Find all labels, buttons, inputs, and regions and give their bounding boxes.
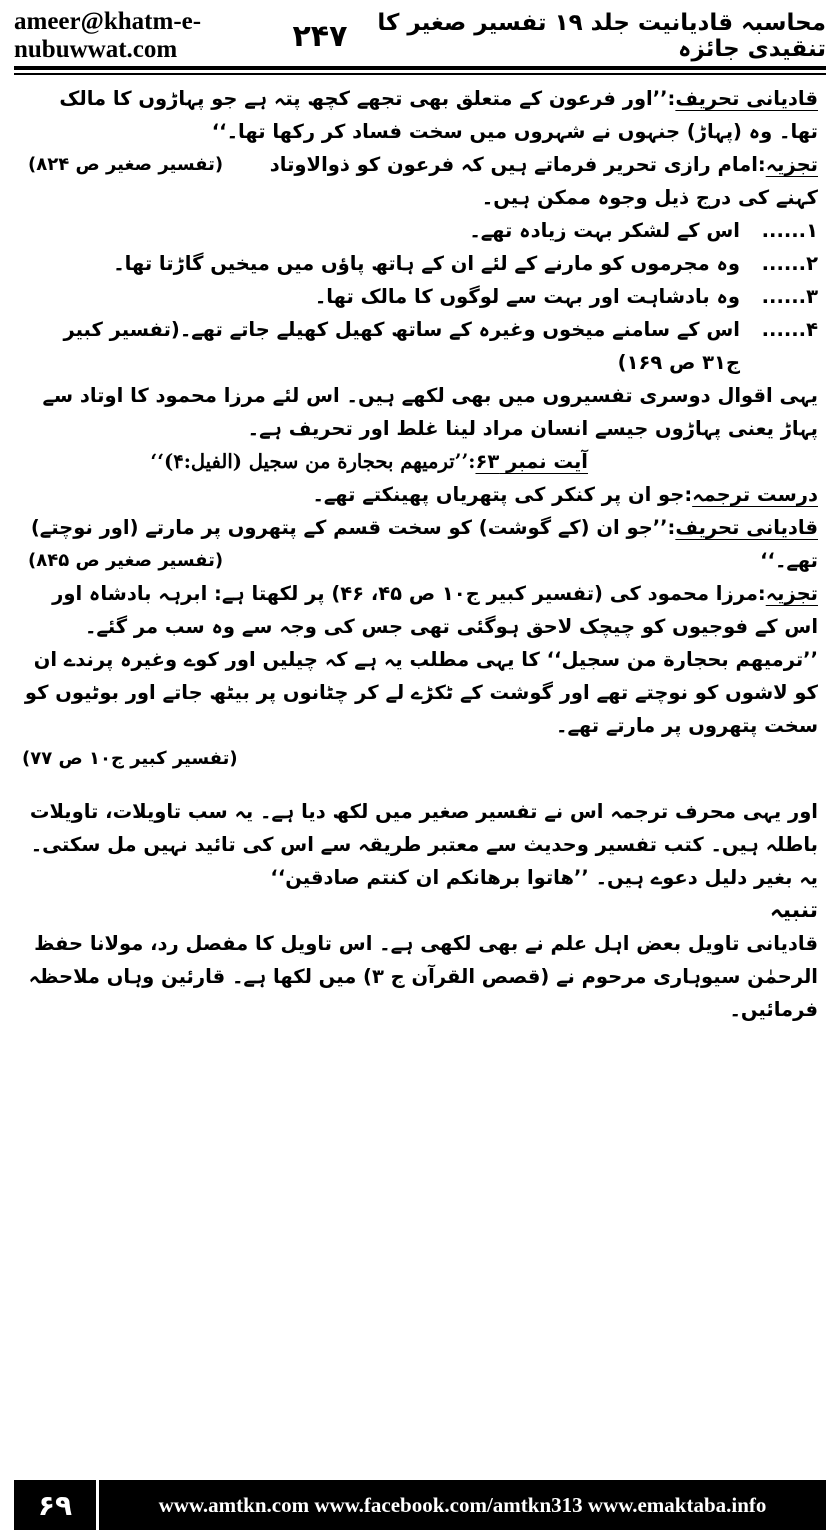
list-item-number: ۲...... xyxy=(761,252,818,275)
header-rule-thick xyxy=(14,66,826,70)
list-item-number: ۱...... xyxy=(761,219,818,242)
label-qadiani-tahrif: قادیانی تحریف xyxy=(675,87,818,110)
footer-page-number: ۶۹ xyxy=(14,1480,99,1530)
tanbih-heading: تنبیہ xyxy=(769,898,818,923)
paragraph-tanbih: قادیانی تاویل بعض اہل علم نے بھی لکھی ہے۔ اس تاویل کا مفصل رد، مولانا حفظ الرحمٰن سیوہاری مرحوم نے (قصص القرآن ج ۳) میں لکھا ہے۔ قارئین وہاں ملاحظہ فرمائیں۔ xyxy=(28,932,818,1021)
label-qadiani-tahrif: قادیانی تحریف xyxy=(675,516,818,539)
header-rule-thin xyxy=(14,73,826,75)
tahrif-1-text: :’’اور فرعون کے متعلق بھی تجھے کچھ پتہ ہے جو پہاڑوں کا مالک تھا۔ وہ (پہاڑ) جنہوں نے شہروں میں سخت فساد کر رکھا تھا۔‘‘ xyxy=(59,87,818,143)
list-item-text: اس کے لشکر بہت زیادہ تھے۔ xyxy=(469,219,740,242)
tajziya-1-text: :امام رازی تحریر فرماتے ہیں کہ فرعون کو ذوالاوتاد کہنے کی درج ذیل وجوہ ممکن ہیں۔ xyxy=(269,153,818,209)
citation-2: (تفسیر صغیر ص ۸۴۵) xyxy=(28,550,224,571)
paragraph-ayah xyxy=(22,445,818,478)
paragraph-conclusion-1: یہی اقوال دوسری تفسیروں میں بھی لکھے ہیں۔ اس لئے مرزا محمود کا اوتاد سے پہاڑ یعنی پہاڑوں جیسے انسان مراد لینا غلط اور تحریف ہے۔ xyxy=(42,384,818,440)
citation-1: (تفسیر صغیر ص ۸۲۴) xyxy=(28,154,224,175)
tajziya-2-text: :مرزا محمود کی (تفسیر کبیر ج۱۰ ص ۴۵، ۴۶) پر لکھتا ہے: ابرہہ بادشاہ اور اس کے فوجیوں کو چیچک لاحق ہوگئی تھی جس کی وجہ سے وہ سب مر گئے۔ ’’ترمیهم بحجارة من سجيل‘‘ کا یہی مطلب یہ ہے کہ چیلیں اور کوے وغیرہ پرندے ان کو لاشوں کو نوچتے تھے اور گوشت کے ٹکڑے لے کر چٹانوں پر بیٹھ جاتے اور بوٹیوں کو سخت پتھروں پر مارتے تھے۔ xyxy=(24,582,818,737)
list-item-number: ۳...... xyxy=(761,285,818,308)
header-book-title: محاسبہ قادیانیت جلد ۱۹ تفسیر صغیر کا تنقیدی جائزہ xyxy=(377,10,826,62)
list-item xyxy=(22,247,818,280)
paragraph-conclusion-2: اور یہی محرف ترجمہ اس نے تفسیر صغیر میں لکھ دیا ہے۔ یہ سب تاویلات، تاویلات باطلہ ہیں۔ کتب تفسیر وحدیث سے معتبر طریقہ سے اس کی تائید نہیں مل سکتی۔ یہ بغیر دلیل دعوے ہیں۔ ’’هاتوا برهانكم ان كنتم صادقين‘‘ xyxy=(29,800,818,889)
label-tajziya: تجزیہ xyxy=(765,582,818,605)
page-footer xyxy=(14,1480,826,1530)
spacer xyxy=(22,775,818,795)
paragraph-tahrif-2 xyxy=(22,511,818,577)
header-left xyxy=(14,8,347,64)
list-item xyxy=(22,280,818,313)
list-item-text: وہ مجرموں کو مارنے کے لئے ان کے ہاتھ پاؤں میں میخیں گاڑتا تھا۔ xyxy=(113,252,740,275)
paragraph-durust-tarjama xyxy=(22,478,818,511)
header-page-number: ۲۴۷ xyxy=(292,18,348,54)
citation-3: (تفسیر کبیر ج۱۰ ص ۷۷) xyxy=(22,748,238,769)
label-tajziya: تجزیہ xyxy=(765,153,818,176)
page-header xyxy=(14,8,826,64)
list-item-text: اس کے سامنے میخوں وغیرہ کے ساتھ کھیل کھیلے جاتے تھے۔(تفسیر کبیر ج۳۱ ص ۱۶۹) xyxy=(63,318,740,374)
list-item xyxy=(22,214,818,247)
label-durust-tarjama: درست ترجمہ xyxy=(692,483,818,506)
list-item-text: وہ بادشاہت اور بہت سے لوگوں کا مالک تھا۔ xyxy=(314,285,740,308)
page-content xyxy=(22,82,818,1457)
footer-links: www.amtkn.com www.facebook.com/amtkn313 www.emaktaba.info xyxy=(158,1492,767,1517)
paragraph-tajziya-2 xyxy=(22,577,818,742)
label-ayah-number: آیت نمبر ۶۳ xyxy=(475,450,588,473)
list-item-number: ۴...... xyxy=(761,318,818,341)
header-email: ameer@khatm-e-nubuwwat.com xyxy=(14,8,202,63)
list-item xyxy=(22,313,818,379)
durust-tarjama-text: :جو ان پر کنکر کی پتھریاں پھینکتے تھے۔ xyxy=(312,483,693,506)
tahrif-2-text: :’’جو ان (کے گوشت) کو سخت قسم کے پتھروں پر مارتے (اور نوچتے) تھے۔‘‘ xyxy=(30,516,818,572)
ayah-text: :’’ترمیهم بحجارة من سجيل (الفیل:۴)‘‘ xyxy=(150,450,476,473)
